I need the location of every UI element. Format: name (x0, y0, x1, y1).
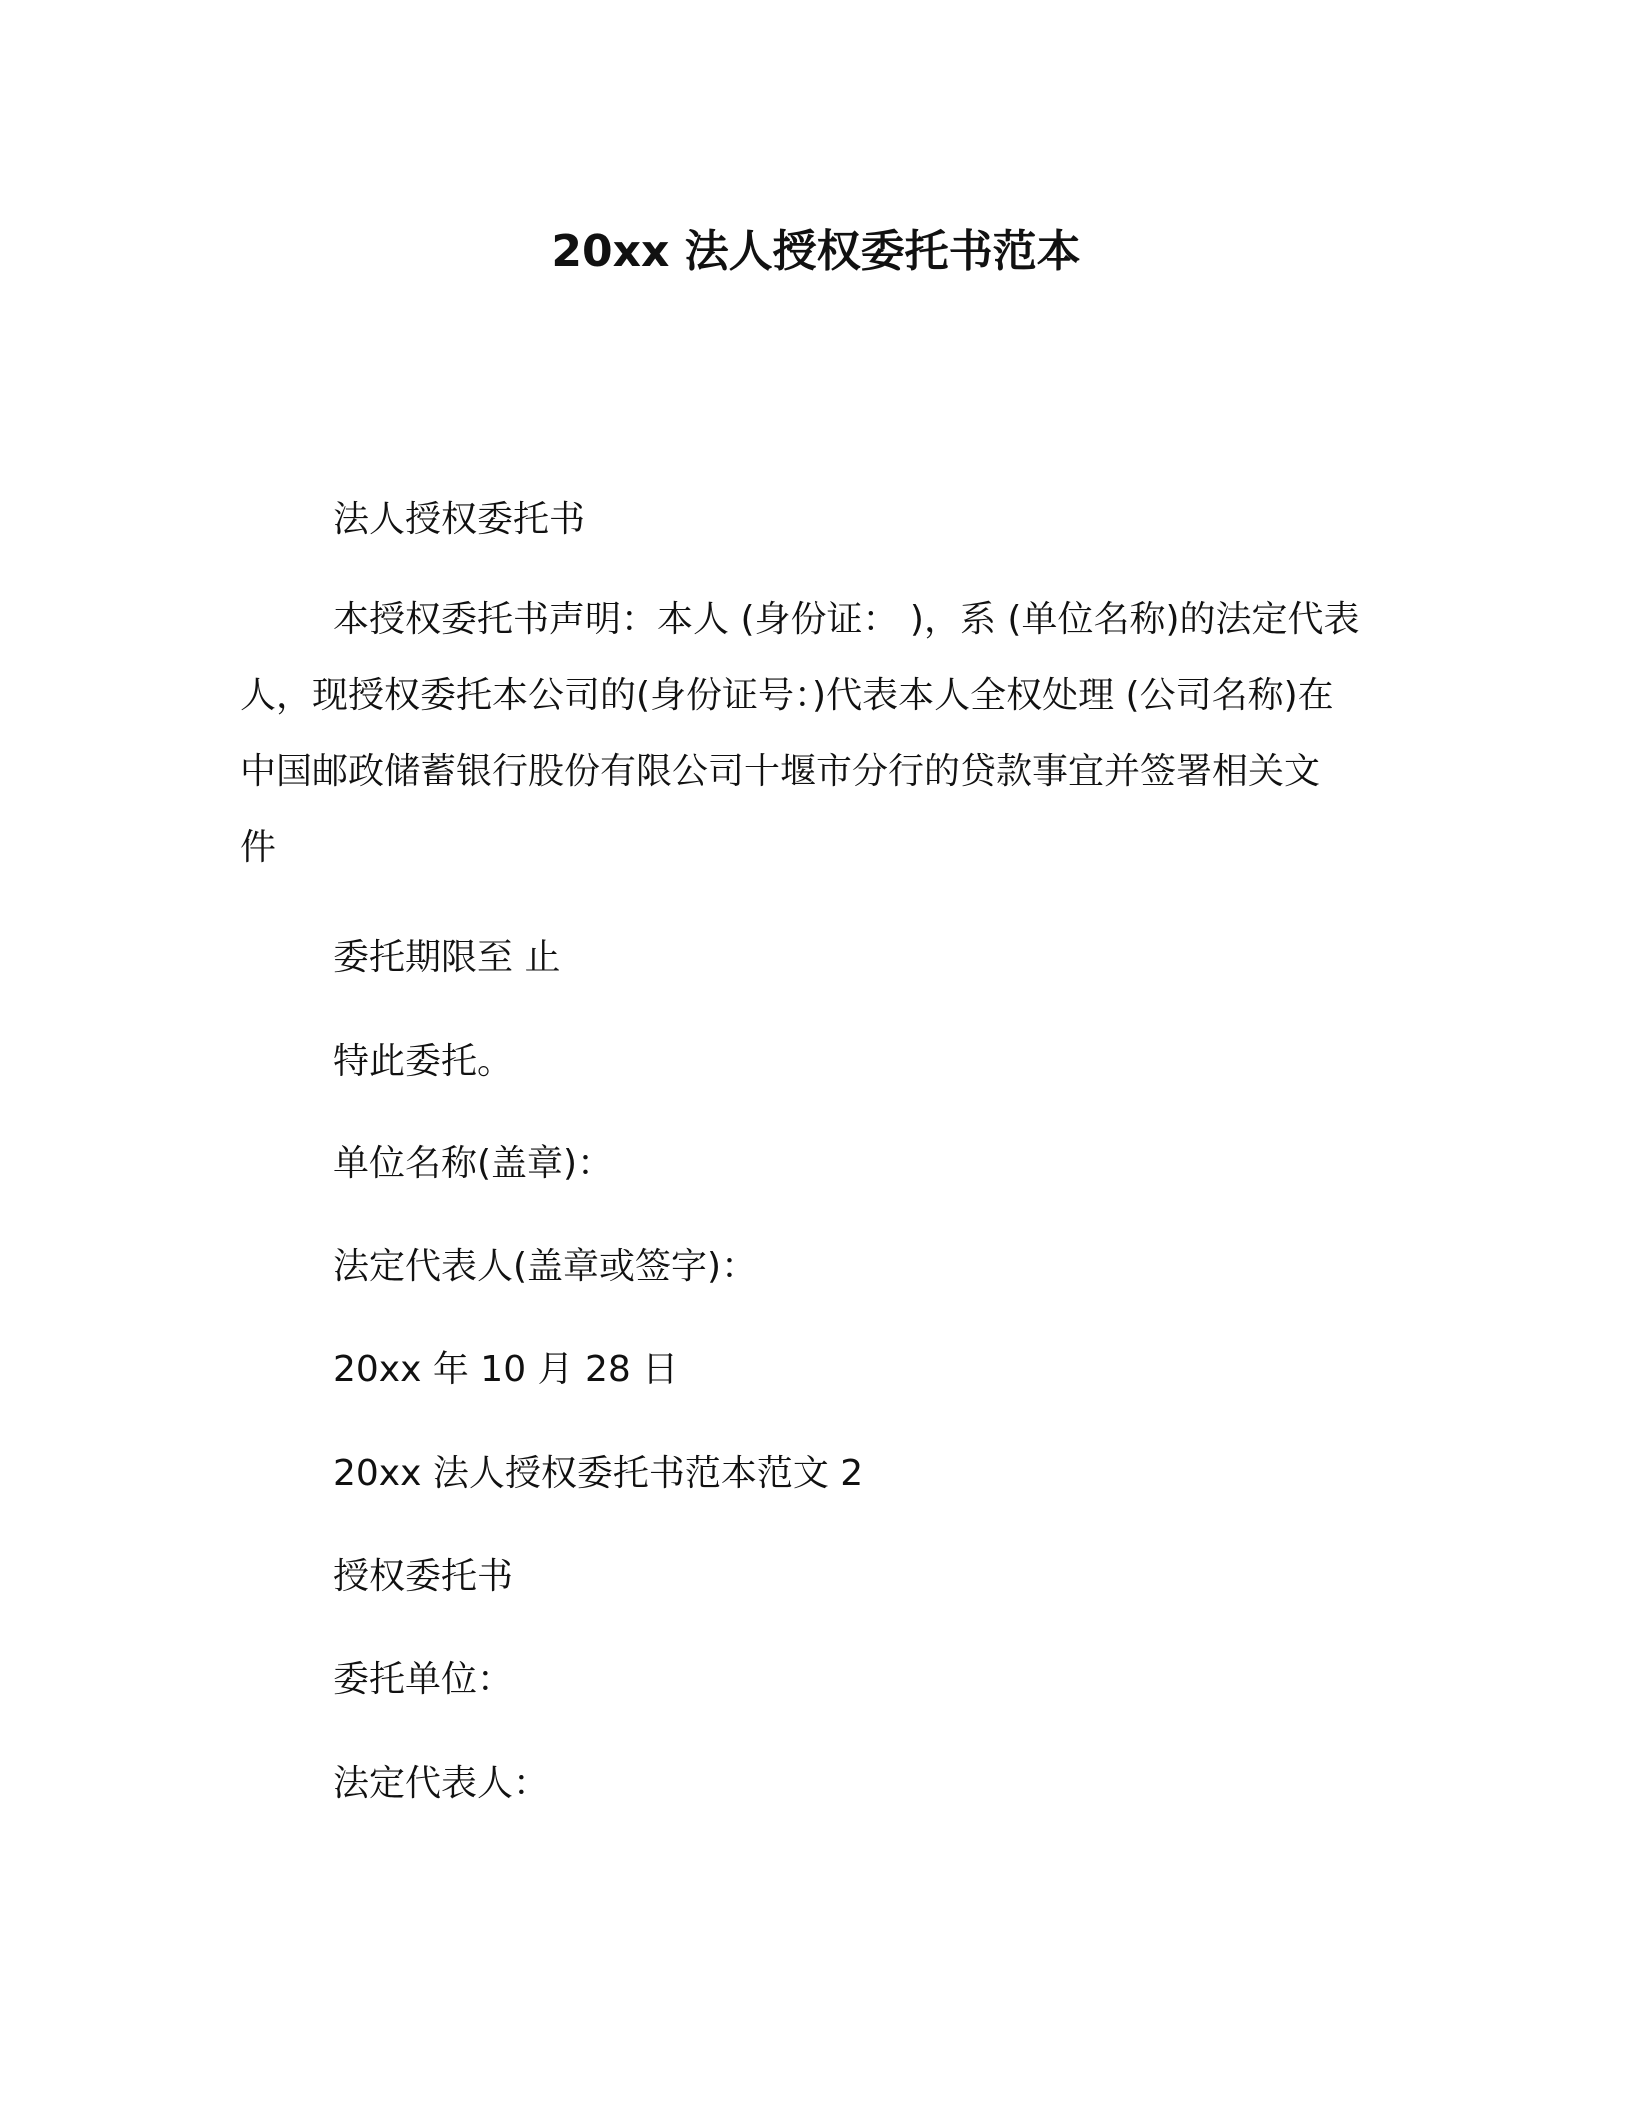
statement-line-3: 中国邮政储蓄银行股份有限公司十堰市分行的贷款事宜并签署相关文 (240, 751, 1321, 792)
legal-rep-sign-line: 法定代表人(盖章或签字)： (333, 1246, 758, 1287)
legal-rep-line: 法定代表人： (333, 1763, 550, 1804)
term-line: 委托期限至 止 (333, 937, 561, 978)
sample-2-heading: 20xx 法人授权委托书范本范文 2 (333, 1453, 864, 1494)
unit-seal-line: 单位名称(盖章)： (333, 1143, 614, 1184)
statement-line-2: 人，现授权委托本公司的(身份证号：)代表本人全权处理 (公司名称)在 (240, 675, 1334, 716)
heading-authorization-letter: 法人授权委托书 (333, 499, 586, 540)
date-line: 20xx 年 10 月 28 日 (333, 1349, 679, 1390)
statement-line-1: 本授权委托书声明：本人 (身份证： )，系 (单位名称)的法定代表 (333, 599, 1360, 640)
entrusting-unit-line: 委托单位： (333, 1659, 514, 1700)
closing-line: 特此委托。 (333, 1041, 514, 1082)
authorization-heading: 授权委托书 (333, 1556, 514, 1597)
document-title: 20xx 法人授权委托书范本 (551, 226, 1081, 277)
statement-line-4: 件 (240, 827, 277, 868)
